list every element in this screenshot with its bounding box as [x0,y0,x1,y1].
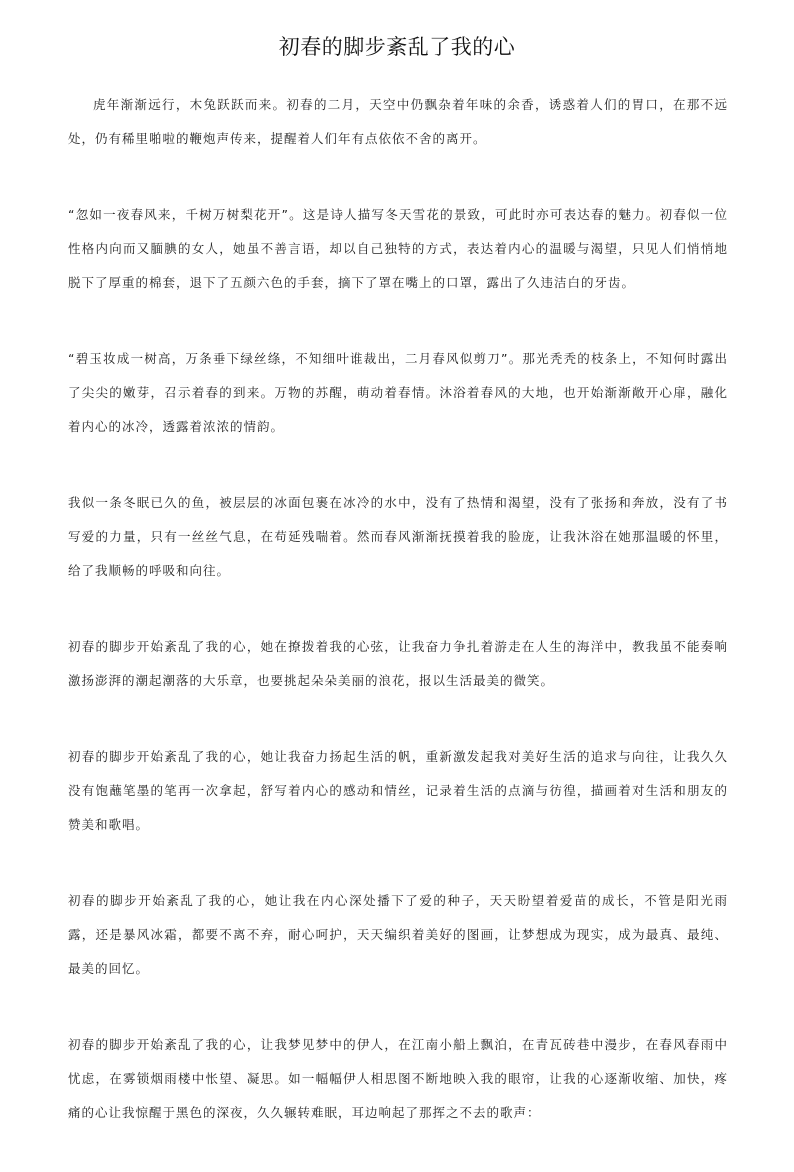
paragraph: “碧玉妆成一树高，万条垂下绿丝绦，不知细叶谁裁出，二月春风似剪刀”。那光秃秃的枝条上，不知何时露出了尖尖的嫩芽，召示着春的到来。万物的苏醒，萌动着春情。沐浴着春风的大地，也开始渐渐敞开心扉，融化着内心的冰冷，透露着浓浓的情韵。 [68,351,728,434]
paragraph: 初春的脚步开始紊乱了我的心，让我梦见梦中的伊人，在江南小船上飘泊，在青瓦砖巷中漫步，在春风春雨中忧虑，在雾锁烟雨楼中怅望、凝思。如一幅幅伊人相思图不断地映入我的眼帘，让我的心逐渐收缩、加快，疼痛的心让我惊醒于黑色的深夜，久久辗转难眠，耳边响起了那挥之不去的歌声： [68,1037,728,1120]
paragraph: 初春的脚步开始紊乱了我的心，她让我奋力扬起生活的帆，重新激发起我对美好生活的追求与向往，让我久久没有饱蘸笔墨的笔再一次拿起，舒写着内心的感动和情丝，记录着生活的点滴与彷徨，描画着对生活和朋友的赞美和歌唱。 [68,749,728,832]
paragraph: 初春的脚步开始紊乱了我的心，她让我在内心深处播下了爱的种子，天天盼望着爱苗的成长，不管是阳光雨露，还是暴风冰霜，都要不离不弃，耐心呵护，天天编织着美好的图画，让梦想成为现实，成为最真、最纯、最美的回忆。 [68,893,728,976]
document-body [68,88,728,1172]
paragraph: 虎年渐渐远行，木兔跃跃而来。初春的二月，天空中仍飘杂着年味的余香，诱惑着人们的胃口，在那不远处，仍有稀里啪啦的鞭炮声传来，提醒着人们年有点依依不舍的离开。 [68,97,728,146]
paragraph: 初春的脚步开始紊乱了我的心，她在撩拨着我的心弦，让我奋力争扎着游走在人生的海洋中，教我虽不能奏响激扬澎湃的潮起潮落的大乐章，也要挑起朵朵美丽的浪花，报以生活最美的微笑。 [68,639,728,688]
paragraph: 我似一条冬眠已久的鱼，被层层的冰面包裹在冰冷的水中，没有了热情和渴望，没有了张扬和奔放，没有了书写爱的力量，只有一丝丝气息，在苟延残喘着。然而春风渐渐抚摸着我的脸庞，让我沐浴在她那温暖的怀里，给了我顺畅的呼吸和向往。 [68,495,728,578]
paragraph: “忽如一夜春风来，千树万树梨花开”。这是诗人描写冬天雪花的景致，可此时亦可表达春的魅力。初春似一位性格内向而又腼腆的女人，她虽不善言语，却以自己独特的方式，表达着内心的温暖与渴望，只见人们悄悄地脱下了厚重的棉套，退下了五颜六色的手套，摘下了罩在嘴上的口罩，露出了久违洁白的牙齿。 [68,207,728,290]
document-title: 初春的脚步紊乱了我的心 [278,35,516,59]
